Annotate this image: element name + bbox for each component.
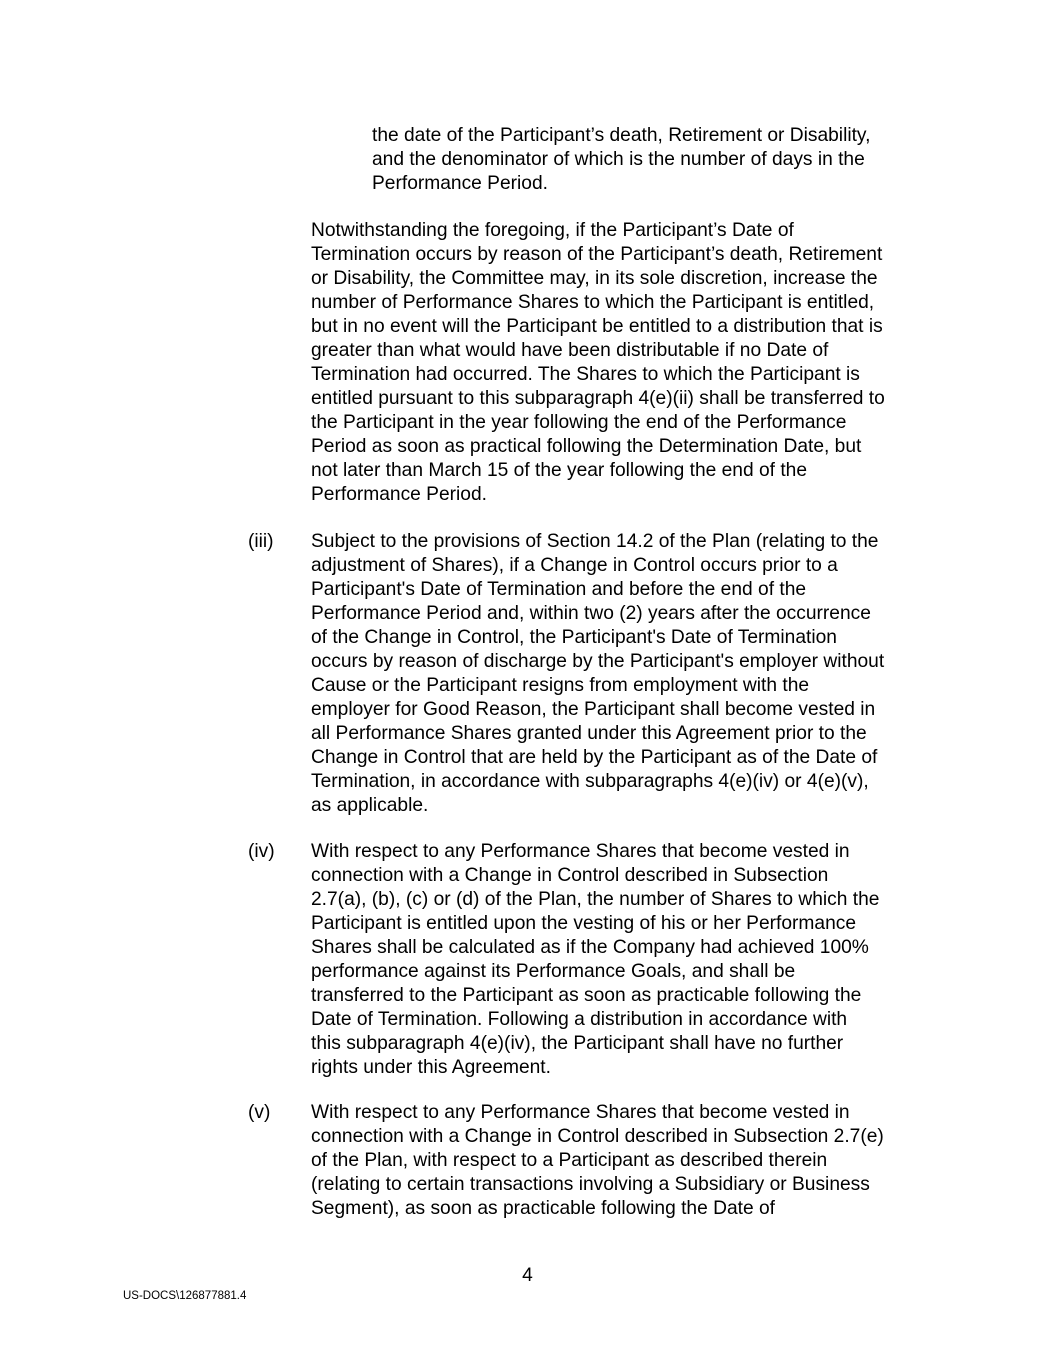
text-line: the date of the Participant’s death, Retirement or Disability,	[372, 125, 871, 146]
text-line: 2.7(a), (b), (c) or (d) of the Plan, the number of Shares to which the	[311, 889, 880, 910]
text-line: as applicable.	[311, 795, 429, 816]
text-line: connection with a Change in Control described in Subsection	[311, 865, 829, 886]
text-line: (relating to certain transactions involving a Subsidiary or Business	[311, 1174, 870, 1195]
text-line: Termination, in accordance with subparagraphs 4(e)(iv) or 4(e)(v),	[311, 771, 869, 792]
text-line: but in no event will the Participant be entitled to a distribution that is	[311, 316, 883, 337]
text-line: occurs by reason of discharge by the Participant's employer without	[311, 651, 885, 672]
text-line: Termination occurs by reason of the Participant’s death, Retirement	[311, 244, 883, 265]
text-line: Participant is entitled upon the vesting of his or her Performance	[311, 913, 857, 934]
text-line: Performance Period and, within two (2) years after the occurrence	[311, 603, 871, 624]
text-line: Performance Period.	[311, 484, 487, 505]
text-line: Change in Control that are held by the Participant as of the Date of	[311, 747, 878, 768]
text-line: and the denominator of which is the number of days in the	[372, 149, 865, 170]
text-line: all Performance Shares granted under this Agreement prior to the	[311, 723, 867, 744]
text-line: Date of Termination. Following a distribution in accordance with	[311, 1009, 848, 1030]
text-line: of the Plan, with respect to a Participant as described therein	[311, 1150, 828, 1171]
text-line: performance against its Performance Goals, and shall be	[311, 961, 796, 982]
text-line: Termination had occurred. The Shares to which the Participant is	[311, 364, 860, 385]
text-line: Period as soon as practical following the Determination Date, but	[311, 436, 862, 457]
text-line: transferred to the Participant as soon as practicable following the	[311, 985, 862, 1006]
text-line: Performance Period.	[372, 173, 548, 194]
text-line: Cause or the Participant resigns from employment with the	[311, 675, 810, 696]
item-number: (v)	[248, 1102, 271, 1123]
text-line: With respect to any Performance Shares that become vested in	[311, 841, 850, 862]
text-line: employer for Good Reason, the Participant shall become vested in	[311, 699, 876, 720]
item-number: (iii)	[248, 531, 274, 552]
text-line: Shares shall be calculated as if the Company had achieved 100%	[311, 937, 869, 958]
text-line: number of Performance Shares to which the Participant is entitled,	[311, 292, 875, 313]
text-line: or Disability, the Committee may, in its sole discretion, increase the	[311, 268, 878, 289]
text-line: With respect to any Performance Shares that become vested in	[311, 1102, 850, 1123]
text-line: greater than what would have been distributable if no Date of	[311, 340, 829, 361]
text-line: the Participant in the year following the end of the Performance	[311, 412, 847, 433]
text-line: this subparagraph 4(e)(iv), the Participant shall have no further	[311, 1033, 844, 1054]
text-line: of the Change in Control, the Participant's Date of Termination	[311, 627, 837, 648]
text-line: not later than March 15 of the year following the end of the	[311, 460, 807, 481]
text-line: Notwithstanding the foregoing, if the Participant’s Date of	[311, 220, 794, 241]
text-line: connection with a Change in Control described in Subsection 2.7(e)	[311, 1126, 884, 1147]
page-number: 4	[522, 1265, 533, 1286]
document-id: US-DOCS\126877881.4	[123, 1290, 247, 1302]
item-number: (iv)	[248, 841, 275, 862]
text-line: Participant's Date of Termination and before the end of the	[311, 579, 807, 600]
text-line: entitled pursuant to this subparagraph 4(e)(ii) shall be transferred to	[311, 388, 885, 409]
text-line: rights under this Agreement.	[311, 1057, 551, 1078]
text-line: Segment), as soon as practicable following the Date of	[311, 1198, 775, 1219]
text-line: adjustment of Shares), if a Change in Control occurs prior to a	[311, 555, 838, 576]
text-line: Subject to the provisions of Section 14.2 of the Plan (relating to the	[311, 531, 879, 552]
